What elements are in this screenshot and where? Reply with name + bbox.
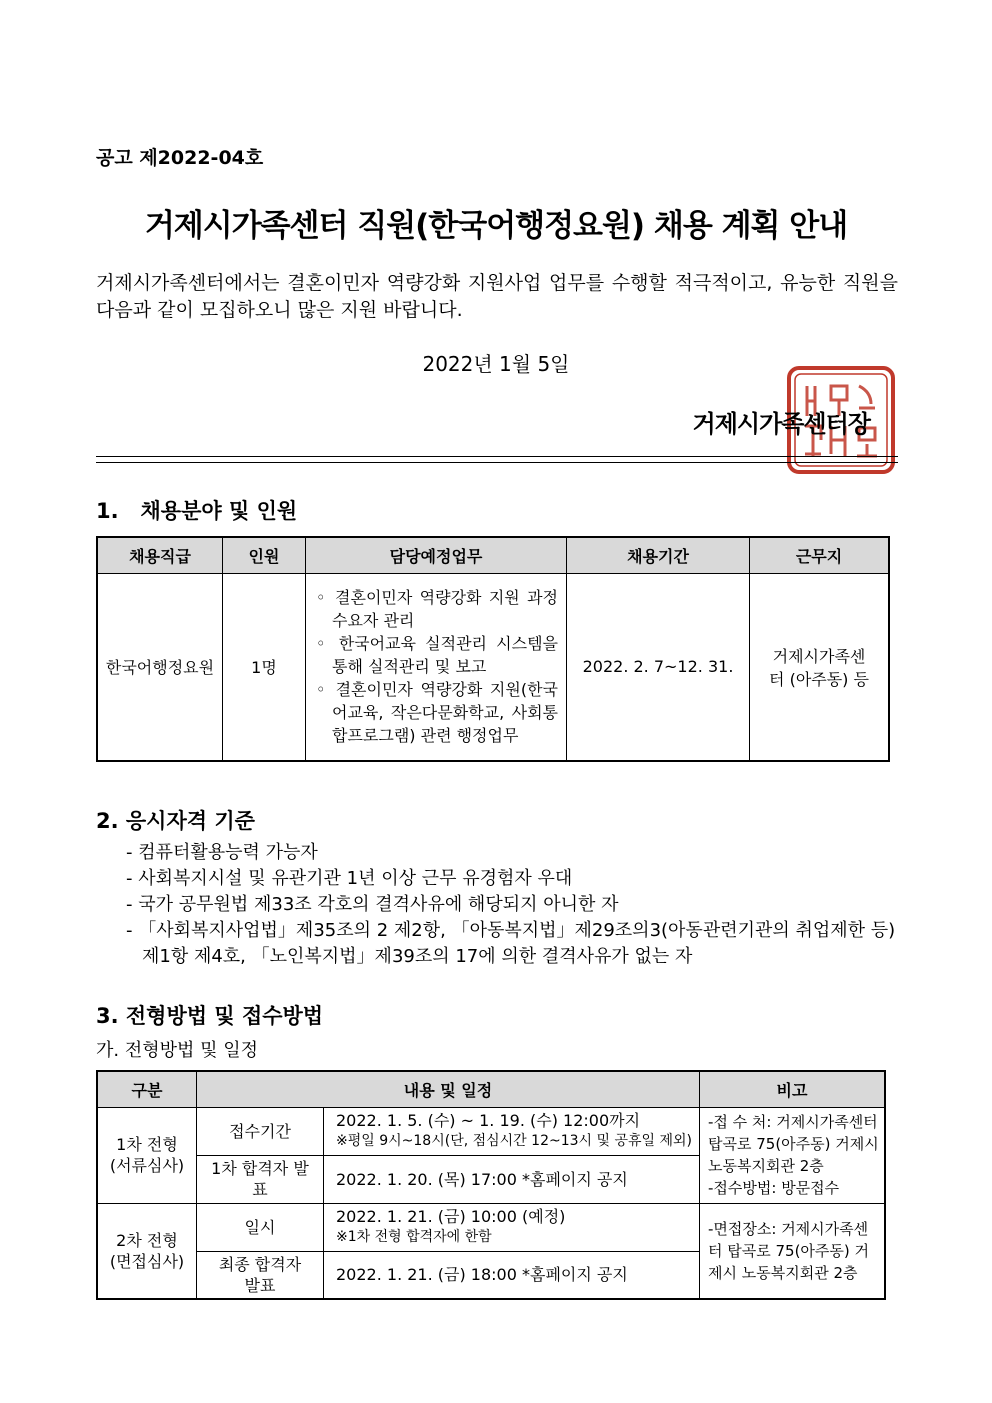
- stage1-content-main: 2022. 1. 5. (수) ~ 1. 19. (수) 12:00까지: [336, 1111, 641, 1130]
- qualification-item: - 국가 공무원법 제33조 각호의 결격사유에 해당되지 아니한 자: [126, 894, 619, 915]
- qualification-item: - 사회복지시설 및 유관기관 1년 이상 근무 유경험자 우대: [126, 868, 573, 889]
- position-cell: 한국어행정요원: [97, 573, 223, 761]
- document-title: 거제시가족센터 직원(한국어행정요원) 채용 계획 안내: [144, 208, 848, 244]
- stage2-item: 일시: [197, 1203, 324, 1251]
- duty-item: ◦ 한국어교육 실적관리 시스템을 통해 실적관리 및 보고: [316, 634, 558, 677]
- stage2-content: 2022. 1. 21. (금) 18:00 *홈페이지 공지: [324, 1251, 700, 1299]
- stage1-item: 1차 합격자 발표: [197, 1155, 324, 1203]
- header-category: 구분: [97, 1071, 197, 1107]
- stage2-sub: (면접심사): [109, 1251, 185, 1271]
- divider-line: [96, 456, 898, 457]
- stage2-content: [324, 1203, 700, 1251]
- notice-number: 공고 제2022-04호: [96, 147, 264, 169]
- stage1-content-note: ※평일 9시~18시(단, 점심시간 12~13시 및 공휴일 제외): [336, 1133, 693, 1149]
- stage1-remark-line: -접수방법: 방문접수: [708, 1179, 840, 1197]
- schedule-table: [96, 1070, 886, 1300]
- workplace-cell: 거제시가족센터 (아주동) 등: [750, 573, 890, 761]
- duty-item: ◦ 결혼이민자 역량강화 지원 과정 수요자 관리: [316, 588, 558, 631]
- stage1-remark: [700, 1107, 886, 1203]
- issuer-name: 거제시가족센터장: [692, 410, 870, 438]
- stage2-item: 최종 합격자 발표: [197, 1251, 324, 1299]
- header-remark: 비고: [700, 1071, 886, 1107]
- stage2-remark-line: -면접장소: 거제시가족센터 탑곡로 75(아주동) 거제시 노동복지회관 2층: [708, 1219, 870, 1282]
- stage2-content-note: ※1차 전형 합격자에 한함: [336, 1229, 492, 1245]
- stage1-remark-line: -접 수 처: 거제시가족센터 탑곡로 75(아주동) 거제시 노동복지회관 2층: [708, 1113, 879, 1175]
- header-period: 채용기간: [567, 537, 750, 573]
- period-cell: 2022. 2. 7~12. 31.: [567, 573, 750, 761]
- qualification-item: - 컴퓨터활용능력 가능자: [126, 842, 318, 863]
- stage2-remark: [700, 1203, 886, 1299]
- header-position: 채용직급: [97, 537, 223, 573]
- stage2-content-main: 2022. 1. 21. (금) 10:00 (예정): [336, 1207, 566, 1226]
- header-duties: 담당예정업무: [306, 537, 567, 573]
- stage1-sub: (서류심사): [109, 1156, 185, 1175]
- intro-paragraph: 거제시가족센터에서는 결혼이민자 역량강화 지원사업 업무를 수행할 적극적이고, 유능한 직원을 다음과 같이 모집하오니 많은 지원 바랍니다.: [96, 272, 898, 321]
- duty-item: ◦ 결혼이민자 역량강화 지원(한국어교육, 작은다문화학교, 사회통합프로그램) 관련 행정업무: [316, 680, 558, 746]
- qualification-list: [126, 840, 896, 970]
- section3-title: 3. 전형방법 및 접수방법: [96, 1004, 324, 1028]
- stage1-content: 2022. 1. 20. (목) 17:00 *홈페이지 공지: [324, 1155, 700, 1203]
- stage1-item: 접수기간: [197, 1107, 324, 1155]
- section2-title: 2. 응시자격 기준: [96, 809, 255, 833]
- header-count: 인원: [223, 537, 306, 573]
- stage1-label-cell: [97, 1107, 197, 1203]
- stage1-content: [324, 1107, 700, 1155]
- stage2-label-cell: [97, 1203, 197, 1299]
- header-content: 내용 및 일정: [197, 1071, 700, 1107]
- header-workplace: 근무지: [750, 537, 890, 573]
- document-date: 2022년 1월 5일: [422, 352, 570, 376]
- qualification-item: - 「사회복지사업법」제35조의 2 제2항, 「아동복지법」제29조의3(아동관련기관의 취업제한 등) 제1항 제4호, 「노인복지법」제39조의 17에 의한 결격사유가 없는 자: [126, 920, 896, 967]
- duties-cell: [306, 573, 567, 761]
- stage2-label: 2차 전형: [116, 1230, 178, 1250]
- section1-title: 1. 채용분야 및 인원: [96, 499, 298, 523]
- stage1-label: 1차 전형: [116, 1135, 178, 1154]
- count-cell: 1명: [223, 573, 306, 761]
- section3-subtitle: 가. 전형방법 및 일정: [96, 1040, 258, 1061]
- divider-line: [96, 462, 898, 463]
- recruitment-table: [96, 536, 890, 762]
